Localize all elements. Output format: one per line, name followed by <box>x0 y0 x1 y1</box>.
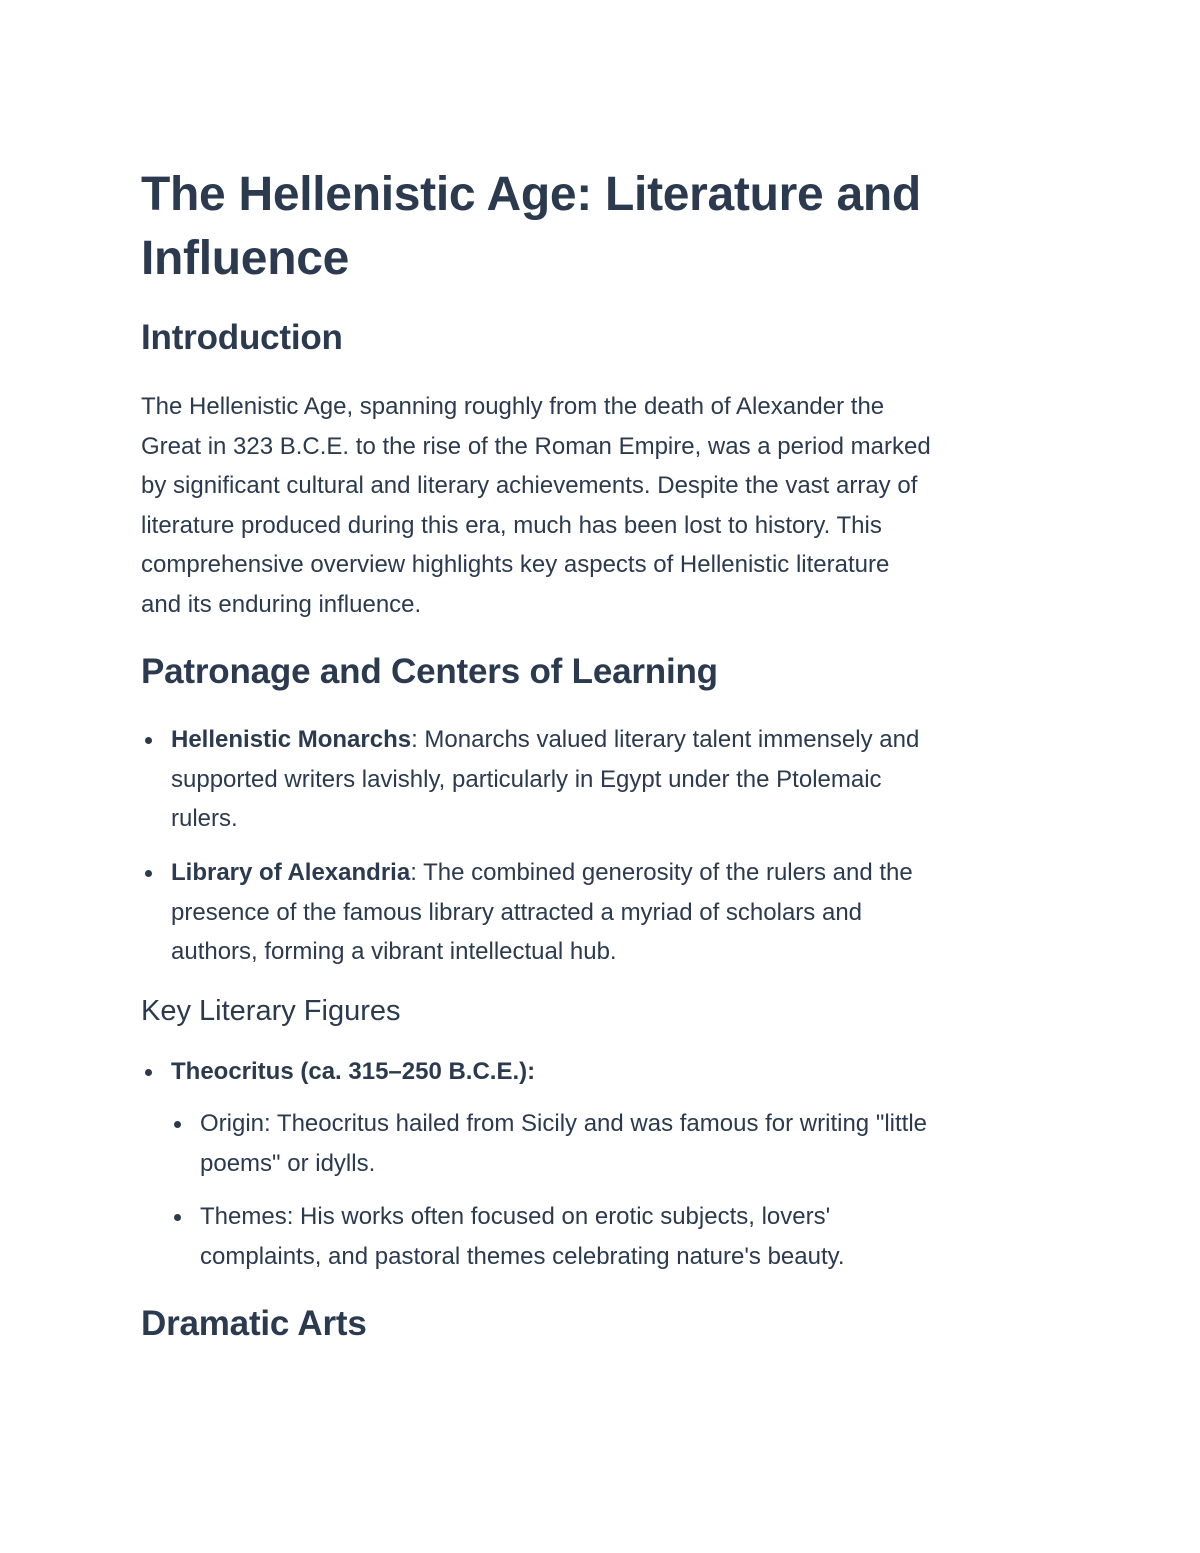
item-line: rulers. <box>171 805 238 833</box>
item-label: Theocritus (ca. 315–250 B.C.E.): <box>171 1058 536 1085</box>
paragraph-line: and its enduring influence. <box>141 590 422 618</box>
title-line-1: The Hellenistic Age: Literature and <box>141 168 921 221</box>
bullet-icon <box>145 737 152 744</box>
introduction-paragraph <box>141 387 1051 625</box>
item-line: poems" or idylls. <box>200 1149 376 1177</box>
item-line: supported writers lavishly, particularly in Egypt under the Ptolemaic <box>171 765 882 793</box>
title-line-2: Influence <box>141 232 350 285</box>
paragraph-line: The Hellenistic Age, spanning roughly from the death of Alexander the <box>141 393 885 420</box>
item-line: presence of the famous library attracted a myriad of scholars and <box>171 898 863 926</box>
bullet-icon <box>145 1069 152 1076</box>
introduction-heading: Introduction <box>141 318 343 357</box>
item-label: Library of Alexandria <box>171 859 411 886</box>
document-title <box>141 163 1061 291</box>
item-text: : The combined generosity of the rulers and the <box>410 859 913 886</box>
paragraph-line: Great in 323 B.C.E. to the rise of the Roman Empire, was a period marked <box>141 432 931 460</box>
paragraph-line: by significant cultural and literary achievements. Despite the vast array of <box>141 472 918 500</box>
bullet-icon <box>174 1214 181 1221</box>
bullet-icon <box>145 870 152 877</box>
item-line: Origin: Theocritus hailed from Sicily and was famous for writing "little <box>200 1110 928 1137</box>
item-line: complaints, and pastoral themes celebrating nature's beauty. <box>200 1242 845 1270</box>
key-figures-heading: Key Literary Figures <box>141 995 401 1027</box>
dramatic-arts-heading: Dramatic Arts <box>141 1304 367 1343</box>
patronage-heading: Patronage and Centers of Learning <box>141 652 718 691</box>
item-line: Themes: His works often focused on erotic subjects, lovers' <box>200 1203 831 1230</box>
item-label: Hellenistic Monarchs <box>171 726 412 753</box>
paragraph-line: literature produced during this era, much has been lost to history. This <box>141 511 882 539</box>
item-text: : Monarchs valued literary talent immensely and <box>411 726 920 753</box>
bullet-icon <box>174 1121 181 1128</box>
paragraph-line: comprehensive overview highlights key aspects of Hellenistic literature <box>141 551 890 579</box>
item-line: authors, forming a vibrant intellectual hub. <box>171 938 617 966</box>
